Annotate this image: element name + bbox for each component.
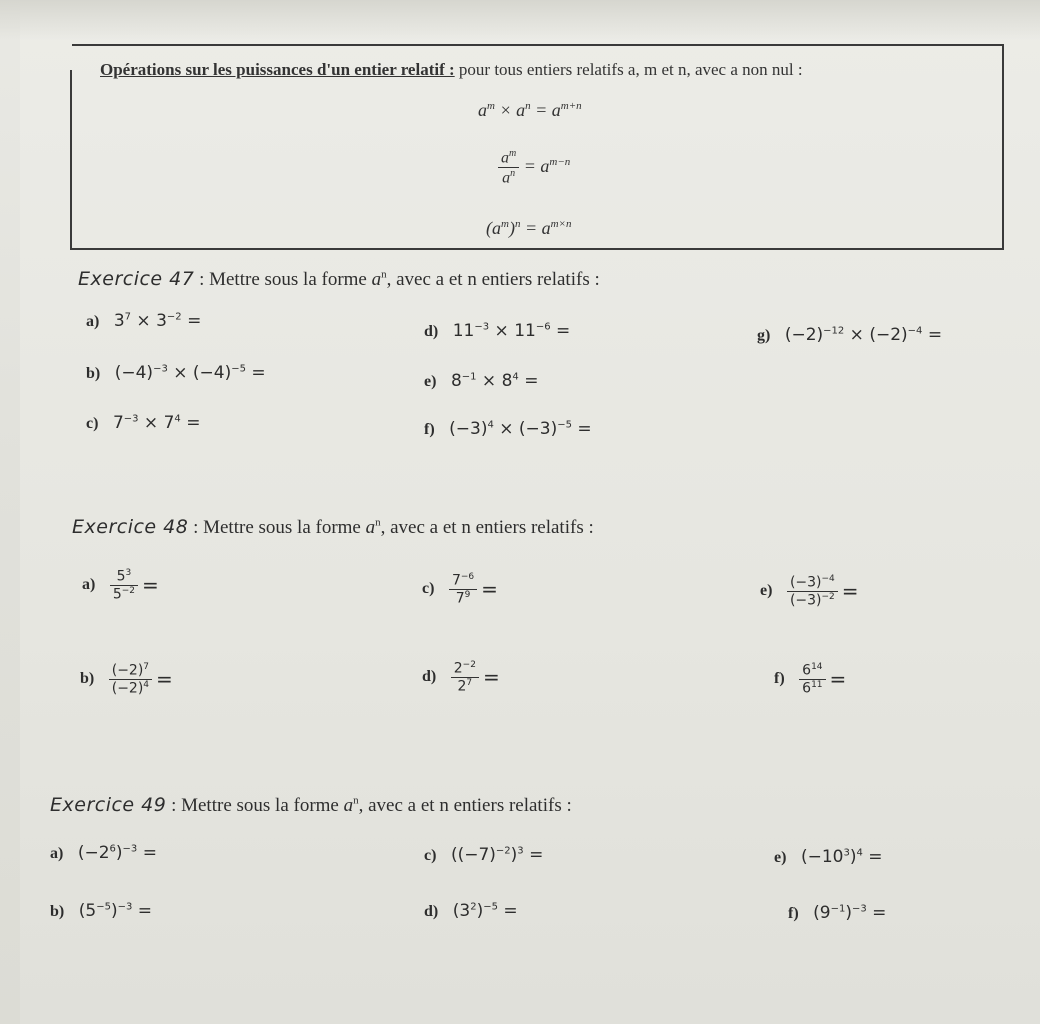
ex47-item-c: c) $7^{-3} \times 7^4$ = bbox=[86, 413, 201, 433]
ex47-item-b: b) $(-4)^{-3} \times (-4)^{-5}$ = bbox=[86, 363, 266, 383]
ex48-item-e: e) $\frac{(-3)^{-4}}{(-3)^{-2}}$ = bbox=[760, 574, 859, 609]
ex47-item-d: d) $11^{-3} \times 11^{-6}$ = bbox=[424, 321, 571, 341]
ex48-item-f: f) $\frac{6^{14}}{6^{11}}$ = bbox=[774, 662, 847, 697]
ex47-item-g: g) $(-2)^{-12} \times (-2)^{-4}$ = bbox=[757, 325, 943, 345]
properties-intro: pour tous entiers relatifs a, m et n, avec a non nul : bbox=[458, 60, 803, 79]
exercise-47-title: Exercice 47 : Mettre sous la forme $a^n$, avec a et n entiers relatifs : bbox=[78, 268, 600, 290]
ex48-item-a: a) $\frac{5^3}{5^{-2}}$ = bbox=[82, 568, 159, 603]
ex49-item-d: d) $(3^2)^{-5}$ = bbox=[424, 901, 518, 921]
ex47-item-a: a) $3^7 \times 3^{-2}$ = bbox=[86, 311, 202, 331]
exercise-49-title: Exercice 49 : Mettre sous la forme $a^n$, avec a et n entiers relatifs : bbox=[50, 794, 572, 816]
ex49-item-e: e) $(-10^3)^4$ = bbox=[774, 847, 883, 867]
ex49-item-c: c) $((-7)^{-2})^3$ = bbox=[424, 845, 544, 865]
ex48-item-d: d) $\frac{2^{-2}}{2^7}$ = bbox=[422, 660, 500, 695]
ex48-item-c: c) $\frac{7^{-6}}{7^9}$ = bbox=[422, 572, 498, 607]
rule-quotient: $\frac{a^m}{a^n}$ = $a^{m-n}$ bbox=[498, 148, 570, 188]
ex49-item-a: a) $(-2^6)^{-3}$ = bbox=[50, 843, 157, 863]
ex48-item-b: b) $\frac{(-2)^7}{(-2)^4}$ = bbox=[80, 662, 173, 697]
exercise-48-title: Exercice 48 : Mettre sous la forme $a^n$, avec a et n entiers relatifs : bbox=[72, 516, 594, 538]
page-shadow bbox=[0, 0, 1040, 40]
properties-heading bbox=[100, 60, 803, 80]
rule-power-of-power: $(a^m)^n = a^{m\times n}$ bbox=[486, 218, 572, 238]
ex49-item-b: b) $(5^{-5})^{-3}$ = bbox=[50, 901, 152, 921]
rule-product: $a^m \times a^n = a^{m+n}$ bbox=[478, 100, 582, 120]
properties-title: Opérations sur les puissances d'un entier relatif : bbox=[100, 60, 455, 79]
ex47-item-e: e) $8^{-1} \times 8^4$ = bbox=[424, 371, 539, 391]
ex47-item-f: f) $(-3)^4 \times (-3)^{-5}$ = bbox=[424, 419, 592, 439]
ex49-item-f: f) $(9^{-1})^{-3}$ = bbox=[788, 903, 887, 923]
